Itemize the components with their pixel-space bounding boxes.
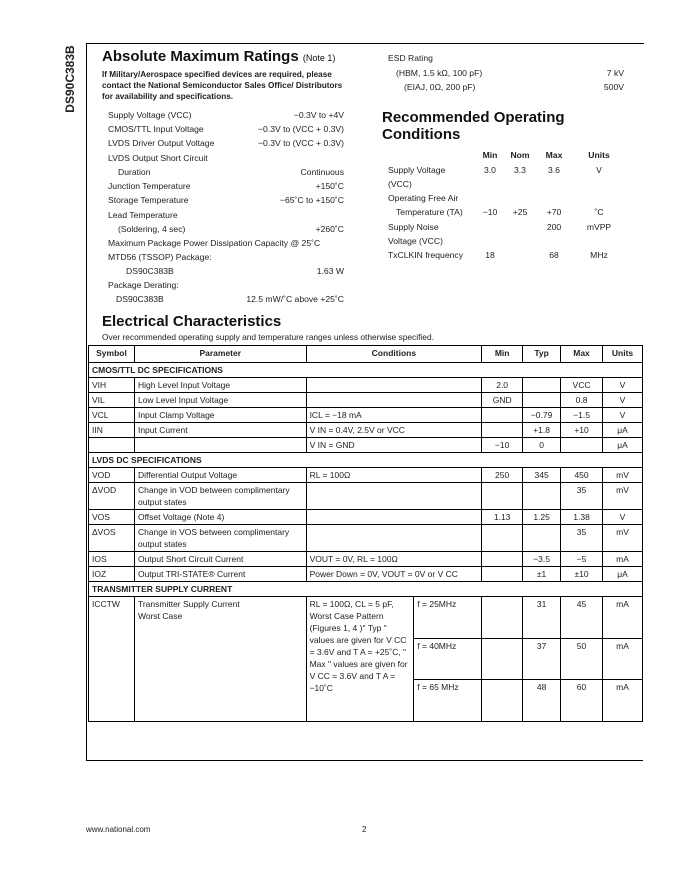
table-row — [89, 525, 643, 552]
ec-icc-freq: f = 65 MHz — [414, 680, 482, 722]
ec-header-row — [89, 346, 643, 363]
ec-units: V — [603, 393, 643, 408]
ec-max: VCC — [561, 378, 603, 393]
ec-param: Output TRI-STATE® Current — [134, 567, 306, 582]
ec-header-symbol: Symbol — [89, 346, 135, 363]
ec-icc-units: mA — [603, 597, 643, 639]
ec-param: Change in VOS between complimentary output states — [134, 525, 306, 552]
ec-units: mA — [603, 552, 643, 567]
ec-header-min: Min — [482, 346, 523, 363]
ec-sym: VOD — [89, 468, 135, 483]
ec-min — [482, 483, 523, 510]
ec-section-lvds: LVDS DC SPECIFICATIONS — [89, 453, 643, 468]
ec-icc-param-line1: Transmitter Supply Current — [137, 599, 240, 609]
ec-min — [482, 525, 523, 552]
ec-min — [482, 552, 523, 567]
roc-supply-label-1: Supply Voltage — [388, 165, 446, 175]
ec-icc-param — [134, 597, 306, 722]
roc-header-units: Units — [588, 150, 610, 160]
amr-row-value: −65˚C to +150˚C — [279, 195, 344, 205]
roc-txclkin-label: TxCLKIN frequency — [388, 250, 463, 260]
table-row — [89, 483, 643, 510]
ec-units: μA — [603, 567, 643, 582]
ec-header-units: Units — [603, 346, 643, 363]
ec-cond — [306, 510, 482, 525]
amr-title: Absolute Maximum Ratings (Note 1) — [102, 48, 336, 65]
ec-max: 0.8 — [561, 393, 603, 408]
ec-min: 2.0 — [482, 378, 523, 393]
ec-icc-freq: f = 40MHz — [414, 639, 482, 680]
footer-url: www.national.com — [86, 825, 151, 834]
ec-param: High Level Input Voltage — [134, 378, 306, 393]
footer-page-number: 2 — [362, 825, 367, 834]
amr-row-value: 12.5 mW/˚C above +25˚C — [246, 294, 344, 304]
amr-row-value: −0.3V to +4V — [293, 110, 344, 120]
amr-row-label: Junction Temperature — [108, 181, 191, 191]
ec-typ: −0.79 — [523, 408, 561, 423]
ec-max: 450 — [561, 468, 603, 483]
ec-icc-cond: RL = 100Ω, CL = 5 pF, Worst Case Pattern (Figures 1, 4 )" Typ " values are given for V CC = 3.6V and T A = +25˚C, " Max " values are given for V CC = 3.6V and T A = −10˚C — [306, 597, 414, 722]
table-row — [89, 438, 643, 453]
ec-param: Output Short Circuit Current — [134, 552, 306, 567]
amr-row-label: LVDS Output Short Circuit — [108, 153, 208, 163]
ec-typ: −3.5 — [523, 552, 561, 567]
ec-cond — [306, 393, 482, 408]
roc-supply-units: V — [596, 165, 602, 175]
amr-warning: If Military/Aerospace specified devices are required, please contact the National Semiconductor Sales Office/ Distributors for availability and specifications. — [102, 70, 343, 101]
ec-min — [482, 423, 523, 438]
ec-units: V — [603, 378, 643, 393]
ec-sym: IIN — [89, 423, 135, 438]
table-row — [89, 423, 643, 438]
ec-max: −1.5 — [561, 408, 603, 423]
amr-row-label: Maximum Package Power Dissipation Capacity @ 25˚C — [108, 238, 321, 248]
ec-cond: Power Down = 0V, VOUT = 0V or V CC — [306, 567, 482, 582]
ec-typ — [523, 378, 561, 393]
table-row — [89, 510, 643, 525]
ec-typ: 1.25 — [523, 510, 561, 525]
ec-icc-min — [482, 639, 523, 680]
ec-max: −5 — [561, 552, 603, 567]
ec-param: Input Clamp Voltage — [134, 408, 306, 423]
ec-max — [561, 438, 603, 453]
ec-sym: VCL — [89, 408, 135, 423]
roc-supply-max: 3.6 — [548, 165, 560, 175]
ec-units: mV — [603, 483, 643, 510]
ec-max: +10 — [561, 423, 603, 438]
ec-icc-freq: f = 25MHz — [414, 597, 482, 639]
table-row — [89, 378, 643, 393]
roc-temp-label-2: Temperature (TA) — [396, 207, 463, 217]
amr-row-value: 1.63 W — [316, 266, 344, 276]
ec-max: 35 — [561, 525, 603, 552]
ec-sym: VIL — [89, 393, 135, 408]
ec-cond — [306, 378, 482, 393]
ec-typ — [523, 525, 561, 552]
amr-row-label: CMOS/TTL Input Voltage — [108, 124, 204, 134]
ec-param: Differential Output Voltage — [134, 468, 306, 483]
amr-row-value: Continuous — [300, 167, 344, 177]
ec-icc-param-line2: Worst Case — [137, 611, 183, 621]
ec-param: Offset Voltage (Note 4) — [134, 510, 306, 525]
amr-row-value: −0.3V to (VCC + 0.3V) — [258, 124, 344, 134]
ec-header-typ: Typ — [523, 346, 561, 363]
table-row — [89, 552, 643, 567]
ec-icc-typ: 37 — [523, 639, 561, 680]
ec-units: V — [603, 408, 643, 423]
roc-header-min: Min — [482, 150, 498, 160]
ec-typ: 345 — [523, 468, 561, 483]
roc-temp-nom: +25 — [512, 207, 528, 217]
amr-row-label: (Soldering, 4 sec) — [118, 224, 186, 234]
ec-param — [134, 438, 306, 453]
ec-cond: VOUT = 0V, RL = 100Ω — [306, 552, 482, 567]
page-frame-bottom-rule — [86, 760, 643, 761]
ec-sym — [89, 438, 135, 453]
amr-row-label: Storage Temperature — [108, 195, 189, 205]
amr-row-label: Lead Temperature — [108, 210, 178, 220]
roc-supply-label-2: (VCC) — [388, 179, 412, 189]
ec-param: Low Level Input Voltage — [134, 393, 306, 408]
ec-sym: IOS — [89, 552, 135, 567]
ec-section-supply: TRANSMITTER SUPPLY CURRENT — [89, 582, 643, 597]
ec-units: μA — [603, 438, 643, 453]
table-row — [89, 408, 643, 423]
ec-icc-units: mA — [603, 680, 643, 722]
ec-max: ±10 — [561, 567, 603, 582]
ec-typ: ±1 — [523, 567, 561, 582]
ec-param: Change in VOD between complimentary output states — [134, 483, 306, 510]
ec-icc-min — [482, 597, 523, 639]
roc-temp-min: −10 — [482, 207, 498, 217]
ec-sym: VIH — [89, 378, 135, 393]
ec-cond — [306, 525, 482, 552]
ec-min: GND — [482, 393, 523, 408]
roc-txclkin-min: 18 — [485, 250, 495, 260]
esd-hbm-label: (HBM, 1.5 kΩ, 100 pF) — [396, 68, 483, 78]
roc-supply-min: 3.0 — [484, 165, 496, 175]
amr-row-label: DS90C383B — [116, 294, 164, 304]
ec-cond: RL = 100Ω — [306, 468, 482, 483]
roc-noise-units: mVPP — [586, 222, 612, 232]
ec-icc-units: mA — [603, 639, 643, 680]
ec-typ: +1.8 — [523, 423, 561, 438]
amr-row-value: −0.3V to (VCC + 0.3V) — [258, 138, 344, 148]
roc-title-line1: Recommended Operating — [382, 109, 565, 126]
esd-eiaj-value: 500V — [603, 82, 624, 92]
table-row — [89, 567, 643, 582]
roc-temp-label-1: Operating Free Air — [388, 193, 459, 203]
ec-section-cmos: CMOS/TTL DC SPECIFICATIONS — [89, 363, 643, 378]
ec-typ — [523, 483, 561, 510]
amr-row-label: Package Derating: — [108, 280, 179, 290]
amr-row-label: Supply Voltage (VCC) — [108, 110, 192, 120]
amr-row-value: +260˚C — [315, 224, 344, 234]
roc-txclkin-max: 68 — [549, 250, 559, 260]
ec-units: mV — [603, 468, 643, 483]
ec-min — [482, 567, 523, 582]
ec-icc-sym: ICCTW — [89, 597, 135, 722]
ec-icc-typ: 48 — [523, 680, 561, 722]
ec-max: 35 — [561, 483, 603, 510]
ec-header-max: Max — [561, 346, 603, 363]
roc-noise-max: 200 — [546, 222, 562, 232]
roc-noise-label-2: Voltage (VCC) — [388, 236, 443, 246]
esd-hbm-value: 7 kV — [606, 68, 624, 78]
roc-header-max: Max — [545, 150, 563, 160]
ec-subtitle: Over recommended operating supply and temperature ranges unless otherwise specified. — [102, 332, 434, 342]
ec-max: 1.38 — [561, 510, 603, 525]
ec-typ — [523, 393, 561, 408]
amr-row-label: Duration — [118, 167, 151, 177]
ec-cond: V IN = GND — [306, 438, 482, 453]
ec-title: Electrical Characteristics — [102, 313, 282, 330]
roc-title-line2: Conditions — [382, 126, 461, 143]
ec-icc-max: 45 — [561, 597, 603, 639]
amr-row-label: LVDS Driver Output Voltage — [108, 138, 215, 148]
table-row — [89, 393, 643, 408]
roc-supply-nom: 3.3 — [514, 165, 526, 175]
amr-row-label: MTD56 (TSSOP) Package: — [108, 252, 212, 262]
ec-min: −10 — [482, 438, 523, 453]
ec-cond: ICL = −18 mA — [306, 408, 482, 423]
ec-units: V — [603, 510, 643, 525]
ec-min — [482, 408, 523, 423]
ec-icc-max: 50 — [561, 639, 603, 680]
ec-icc-typ: 31 — [523, 597, 561, 639]
ec-sym: VOS — [89, 510, 135, 525]
roc-noise-label-1: Supply Noise — [388, 222, 439, 232]
roc-temp-max: +70 — [546, 207, 562, 217]
ec-min: 250 — [482, 468, 523, 483]
ec-sym: IOZ — [89, 567, 135, 582]
roc-txclkin-units: MHz — [590, 250, 608, 260]
ec-cond: V IN = 0.4V, 2.5V or VCC — [306, 423, 482, 438]
ec-header-parameter: Parameter — [134, 346, 306, 363]
ec-icc-min — [482, 680, 523, 722]
ec-typ: 0 — [523, 438, 561, 453]
esd-title: ESD Rating — [388, 53, 433, 63]
ec-cond — [306, 483, 482, 510]
amr-note: (Note 1) — [302, 53, 336, 63]
part-number-side-label: DS90C383B — [63, 45, 77, 113]
ec-sym: ΔVOS — [89, 525, 135, 552]
ec-param: Input Current — [134, 423, 306, 438]
amr-row-value: +150˚C — [315, 181, 344, 191]
ec-icc-max: 60 — [561, 680, 603, 722]
ec-table — [88, 345, 643, 722]
table-row — [89, 597, 643, 639]
ec-sym: ΔVOD — [89, 483, 135, 510]
esd-eiaj-label: (EIAJ, 0Ω, 200 pF) — [404, 82, 476, 92]
ec-min: 1.13 — [482, 510, 523, 525]
roc-temp-units: ˚C — [594, 207, 604, 217]
amr-row-label: DS90C383B — [126, 266, 174, 276]
ec-units: mV — [603, 525, 643, 552]
table-row — [89, 468, 643, 483]
ec-units: μA — [603, 423, 643, 438]
roc-header-nom: Nom — [510, 150, 530, 160]
ec-header-conditions: Conditions — [306, 346, 482, 363]
